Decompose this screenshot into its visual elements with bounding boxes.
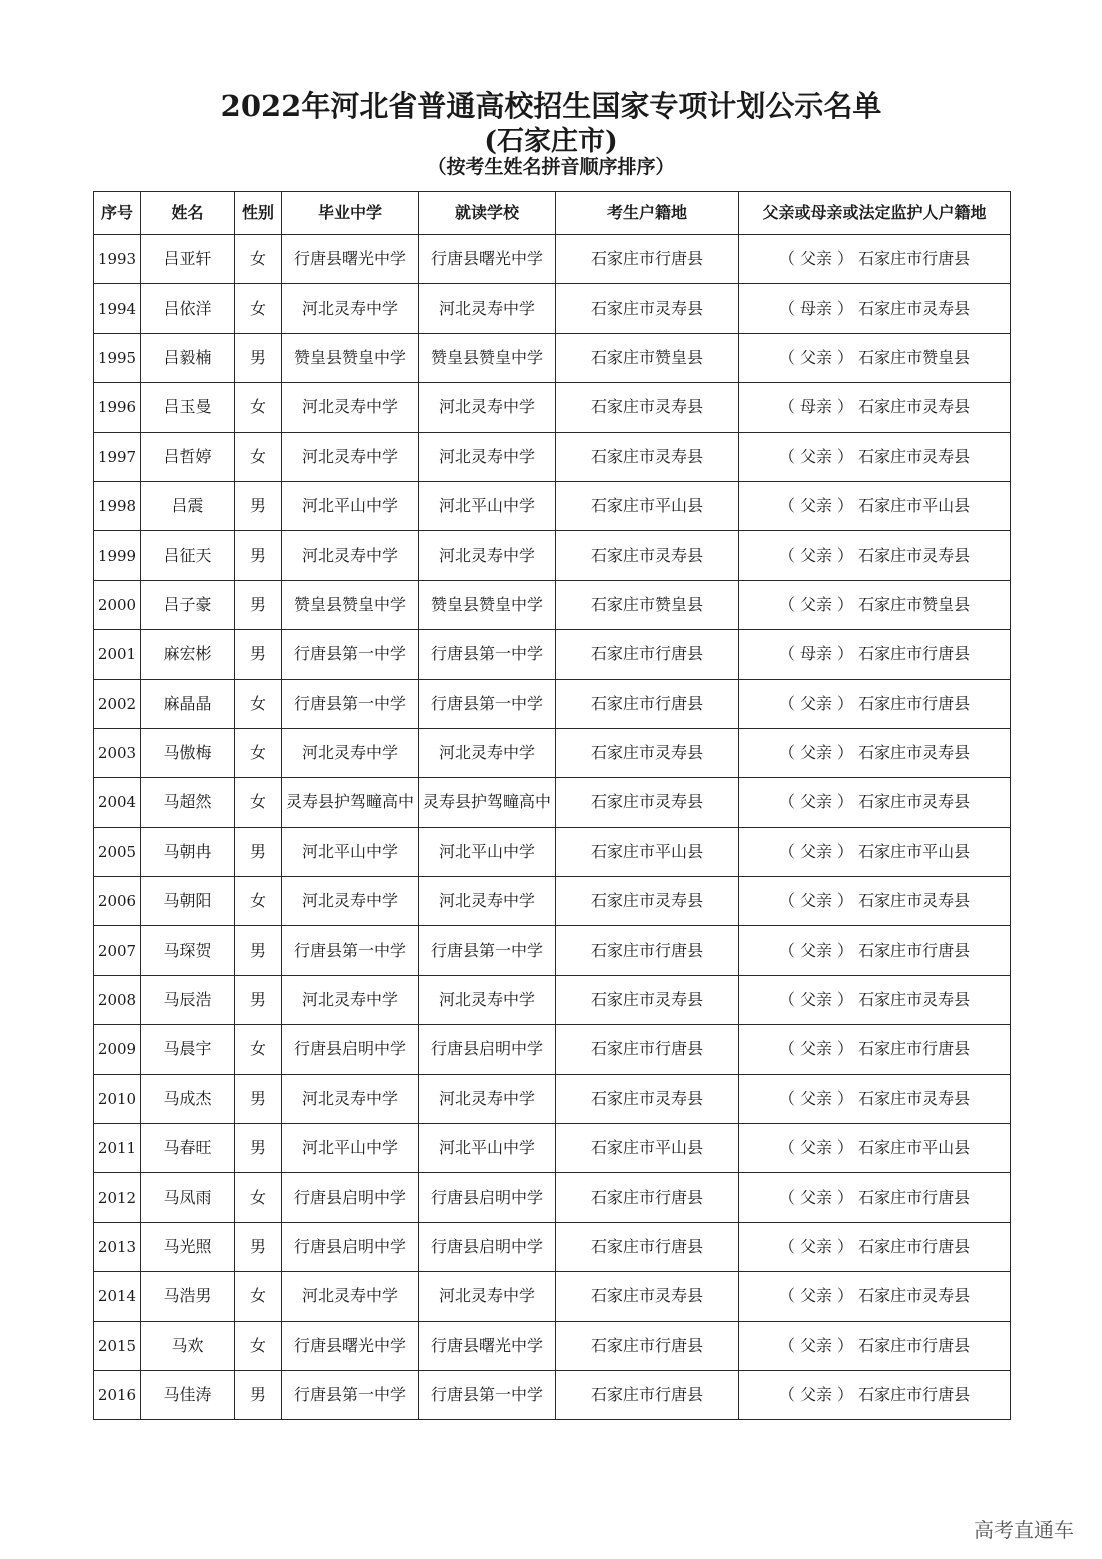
cell-name: 麻宏彬 (141, 630, 235, 679)
cell-graduation-school: 河北灵寿中学 (282, 531, 419, 580)
cell-current-school: 河北平山中学 (419, 827, 556, 876)
cell-name: 马辰浩 (141, 975, 235, 1024)
cell-gender: 女 (235, 877, 282, 926)
cell-gender: 女 (235, 778, 282, 827)
cell-guardian-hukou: （ 父亲 ） 石家庄市赞皇县 (739, 580, 1011, 629)
cell-current-school: 河北平山中学 (419, 1124, 556, 1173)
cell-name: 马春旺 (141, 1124, 235, 1173)
cell-name: 马朝阳 (141, 877, 235, 926)
table-row (94, 630, 1011, 679)
cell-guardian-hukou: （ 父亲 ） 石家庄市平山县 (739, 481, 1011, 530)
table-body (94, 235, 1011, 1420)
cell-seq: 1996 (94, 383, 141, 432)
table-row (94, 728, 1011, 777)
cell-graduation-school: 河北灵寿中学 (282, 383, 419, 432)
table-row (94, 432, 1011, 481)
cell-seq: 2014 (94, 1272, 141, 1321)
cell-guardian-hukou: （ 父亲 ） 石家庄市灵寿县 (739, 728, 1011, 777)
cell-hukou: 石家庄市平山县 (556, 827, 739, 876)
cell-gender: 男 (235, 1124, 282, 1173)
cell-current-school: 河北灵寿中学 (419, 383, 556, 432)
cell-graduation-school: 河北平山中学 (282, 1124, 419, 1173)
cell-name: 马光照 (141, 1222, 235, 1271)
cell-name: 马琛贺 (141, 926, 235, 975)
cell-gender: 女 (235, 1321, 282, 1370)
cell-name: 马浩男 (141, 1272, 235, 1321)
table-row (94, 926, 1011, 975)
cell-gender: 男 (235, 531, 282, 580)
cell-name: 吕哲婷 (141, 432, 235, 481)
cell-guardian-hukou: （ 父亲 ） 石家庄市灵寿县 (739, 531, 1011, 580)
cell-name: 马超然 (141, 778, 235, 827)
page-subtitle-city: (石家庄市) (484, 126, 618, 157)
cell-graduation-school: 行唐县启明中学 (282, 1173, 419, 1222)
cell-gender: 男 (235, 926, 282, 975)
cell-seq: 2001 (94, 630, 141, 679)
cell-gender: 女 (235, 235, 282, 284)
column-header-hukou: 考生户籍地 (556, 192, 739, 235)
cell-seq: 2016 (94, 1370, 141, 1419)
cell-seq: 2004 (94, 778, 141, 827)
cell-seq: 2007 (94, 926, 141, 975)
cell-hukou: 石家庄市灵寿县 (556, 778, 739, 827)
cell-gender: 男 (235, 1222, 282, 1271)
cell-current-school: 行唐县第一中学 (419, 679, 556, 728)
cell-hukou: 石家庄市行唐县 (556, 630, 739, 679)
table-row (94, 1074, 1011, 1123)
cell-hukou: 石家庄市行唐县 (556, 926, 739, 975)
cell-seq: 2012 (94, 1173, 141, 1222)
cell-graduation-school: 灵寿县护驾疃高中 (282, 778, 419, 827)
cell-graduation-school: 河北灵寿中学 (282, 432, 419, 481)
cell-name: 吕依洋 (141, 284, 235, 333)
cell-guardian-hukou: （ 父亲 ） 石家庄市行唐县 (739, 1222, 1011, 1271)
cell-graduation-school: 河北平山中学 (282, 827, 419, 876)
cell-current-school: 灵寿县护驾疃高中 (419, 778, 556, 827)
cell-seq: 1998 (94, 481, 141, 530)
cell-name: 吕亚轩 (141, 235, 235, 284)
table-row (94, 580, 1011, 629)
cell-current-school: 赞皇县赞皇中学 (419, 580, 556, 629)
cell-current-school: 河北灵寿中学 (419, 1272, 556, 1321)
table-row (94, 333, 1011, 382)
cell-graduation-school: 河北平山中学 (282, 481, 419, 530)
cell-hukou: 石家庄市行唐县 (556, 1222, 739, 1271)
cell-guardian-hukou: （ 父亲 ） 石家庄市灵寿县 (739, 975, 1011, 1024)
cell-graduation-school: 行唐县启明中学 (282, 1025, 419, 1074)
cell-graduation-school: 行唐县第一中学 (282, 926, 419, 975)
cell-graduation-school: 行唐县曙光中学 (282, 235, 419, 284)
cell-gender: 男 (235, 580, 282, 629)
cell-gender: 女 (235, 383, 282, 432)
cell-guardian-hukou: （ 母亲 ） 石家庄市灵寿县 (739, 383, 1011, 432)
page-title: 2022年河北省普通高校招生国家专项计划公示名单 (220, 89, 882, 123)
cell-graduation-school: 河北灵寿中学 (282, 284, 419, 333)
watermark-text: 高考直通车 (974, 1518, 1074, 1542)
cell-gender: 男 (235, 1074, 282, 1123)
cell-hukou: 石家庄市灵寿县 (556, 284, 739, 333)
cell-current-school: 河北灵寿中学 (419, 1074, 556, 1123)
cell-seq: 2002 (94, 679, 141, 728)
table-row (94, 1272, 1011, 1321)
cell-graduation-school: 河北灵寿中学 (282, 975, 419, 1024)
cell-hukou: 石家庄市灵寿县 (556, 531, 739, 580)
cell-graduation-school: 河北灵寿中学 (282, 877, 419, 926)
cell-seq: 2000 (94, 580, 141, 629)
cell-guardian-hukou: （ 父亲 ） 石家庄市赞皇县 (739, 333, 1011, 382)
cell-seq: 2010 (94, 1074, 141, 1123)
cell-graduation-school: 行唐县曙光中学 (282, 1321, 419, 1370)
cell-seq: 2013 (94, 1222, 141, 1271)
table-row (94, 778, 1011, 827)
cell-name: 马晨宇 (141, 1025, 235, 1074)
cell-hukou: 石家庄市灵寿县 (556, 383, 739, 432)
cell-current-school: 河北灵寿中学 (419, 877, 556, 926)
cell-gender: 男 (235, 1370, 282, 1419)
cell-seq: 1994 (94, 284, 141, 333)
cell-guardian-hukou: （ 父亲 ） 石家庄市行唐县 (739, 235, 1011, 284)
cell-current-school: 河北灵寿中学 (419, 531, 556, 580)
cell-gender: 女 (235, 1173, 282, 1222)
cell-current-school: 河北灵寿中学 (419, 432, 556, 481)
table-row (94, 235, 1011, 284)
cell-hukou: 石家庄市行唐县 (556, 1321, 739, 1370)
table-row (94, 1222, 1011, 1271)
cell-hukou: 石家庄市灵寿县 (556, 877, 739, 926)
cell-gender: 女 (235, 1025, 282, 1074)
cell-current-school: 行唐县第一中学 (419, 926, 556, 975)
cell-current-school: 行唐县第一中学 (419, 630, 556, 679)
cell-current-school: 行唐县启明中学 (419, 1025, 556, 1074)
cell-name: 吕毅楠 (141, 333, 235, 382)
cell-hukou: 石家庄市灵寿县 (556, 432, 739, 481)
cell-hukou: 石家庄市灵寿县 (556, 975, 739, 1024)
cell-seq: 1999 (94, 531, 141, 580)
table-row (94, 1173, 1011, 1222)
cell-seq: 1995 (94, 333, 141, 382)
cell-guardian-hukou: （ 父亲 ） 石家庄市平山县 (739, 827, 1011, 876)
cell-graduation-school: 河北灵寿中学 (282, 1074, 419, 1123)
cell-hukou: 石家庄市行唐县 (556, 235, 739, 284)
cell-graduation-school: 行唐县第一中学 (282, 630, 419, 679)
cell-name: 马凤雨 (141, 1173, 235, 1222)
cell-seq: 2008 (94, 975, 141, 1024)
cell-guardian-hukou: （ 父亲 ） 石家庄市行唐县 (739, 1370, 1011, 1419)
cell-name: 马朝冉 (141, 827, 235, 876)
cell-current-school: 行唐县启明中学 (419, 1173, 556, 1222)
cell-seq: 2009 (94, 1025, 141, 1074)
cell-hukou: 石家庄市行唐县 (556, 679, 739, 728)
table-row (94, 679, 1011, 728)
cell-gender: 男 (235, 333, 282, 382)
roster-table (93, 191, 1011, 1420)
cell-guardian-hukou: （ 父亲 ） 石家庄市灵寿县 (739, 778, 1011, 827)
cell-hukou: 石家庄市灵寿县 (556, 1074, 739, 1123)
cell-guardian-hukou: （ 父亲 ） 石家庄市平山县 (739, 1124, 1011, 1173)
column-header-gender: 性别 (235, 192, 282, 235)
table-row (94, 827, 1011, 876)
cell-graduation-school: 河北灵寿中学 (282, 1272, 419, 1321)
table-row (94, 975, 1011, 1024)
cell-guardian-hukou: （ 父亲 ） 石家庄市灵寿县 (739, 1074, 1011, 1123)
cell-hukou: 石家庄市赞皇县 (556, 333, 739, 382)
cell-gender: 女 (235, 1272, 282, 1321)
cell-graduation-school: 赞皇县赞皇中学 (282, 580, 419, 629)
cell-guardian-hukou: （ 父亲 ） 石家庄市灵寿县 (739, 1272, 1011, 1321)
column-header-name: 姓名 (141, 192, 235, 235)
table-row (94, 531, 1011, 580)
cell-hukou: 石家庄市平山县 (556, 1124, 739, 1173)
cell-hukou: 石家庄市行唐县 (556, 1025, 739, 1074)
cell-guardian-hukou: （ 父亲 ） 石家庄市灵寿县 (739, 877, 1011, 926)
cell-guardian-hukou: （ 父亲 ） 石家庄市行唐县 (739, 1321, 1011, 1370)
cell-gender: 女 (235, 679, 282, 728)
cell-hukou: 石家庄市灵寿县 (556, 728, 739, 777)
cell-hukou: 石家庄市赞皇县 (556, 580, 739, 629)
cell-gender: 女 (235, 728, 282, 777)
cell-seq: 2006 (94, 877, 141, 926)
cell-hukou: 石家庄市行唐县 (556, 1173, 739, 1222)
table-row (94, 1370, 1011, 1419)
cell-graduation-school: 行唐县第一中学 (282, 1370, 419, 1419)
cell-guardian-hukou: （ 父亲 ） 石家庄市灵寿县 (739, 432, 1011, 481)
cell-name: 马成杰 (141, 1074, 235, 1123)
cell-guardian-hukou: （ 父亲 ） 石家庄市行唐县 (739, 1025, 1011, 1074)
cell-current-school: 行唐县曙光中学 (419, 235, 556, 284)
cell-gender: 男 (235, 630, 282, 679)
cell-name: 马佳涛 (141, 1370, 235, 1419)
cell-graduation-school: 赞皇县赞皇中学 (282, 333, 419, 382)
cell-name: 马欢 (141, 1321, 235, 1370)
cell-hukou: 石家庄市行唐县 (556, 1370, 739, 1419)
cell-current-school: 行唐县启明中学 (419, 1222, 556, 1271)
table-row (94, 1025, 1011, 1074)
cell-graduation-school: 行唐县启明中学 (282, 1222, 419, 1271)
table-row (94, 284, 1011, 333)
cell-seq: 1993 (94, 235, 141, 284)
cell-guardian-hukou: （ 父亲 ） 石家庄市行唐县 (739, 926, 1011, 975)
cell-gender: 男 (235, 481, 282, 530)
cell-graduation-school: 河北灵寿中学 (282, 728, 419, 777)
cell-current-school: 行唐县曙光中学 (419, 1321, 556, 1370)
cell-name: 吕玉曼 (141, 383, 235, 432)
table-header-row (94, 192, 1011, 235)
cell-name: 麻晶晶 (141, 679, 235, 728)
column-header-seq: 序号 (94, 192, 141, 235)
cell-gender: 男 (235, 975, 282, 1024)
cell-guardian-hukou: （ 母亲 ） 石家庄市灵寿县 (739, 284, 1011, 333)
cell-name: 吕征天 (141, 531, 235, 580)
cell-seq: 1997 (94, 432, 141, 481)
cell-guardian-hukou: （ 母亲 ） 石家庄市行唐县 (739, 630, 1011, 679)
cell-current-school: 河北灵寿中学 (419, 284, 556, 333)
column-header-graduation-school: 毕业中学 (282, 192, 419, 235)
cell-seq: 2011 (94, 1124, 141, 1173)
cell-hukou: 石家庄市平山县 (556, 481, 739, 530)
table-row (94, 383, 1011, 432)
column-header-current-school: 就读学校 (419, 192, 556, 235)
cell-guardian-hukou: （ 父亲 ） 石家庄市行唐县 (739, 1173, 1011, 1222)
cell-seq: 2005 (94, 827, 141, 876)
cell-current-school: 赞皇县赞皇中学 (419, 333, 556, 382)
cell-current-school: 河北灵寿中学 (419, 975, 556, 1024)
cell-current-school: 河北灵寿中学 (419, 728, 556, 777)
cell-hukou: 石家庄市灵寿县 (556, 1272, 739, 1321)
cell-seq: 2015 (94, 1321, 141, 1370)
cell-current-school: 河北平山中学 (419, 481, 556, 530)
table-row (94, 481, 1011, 530)
cell-current-school: 行唐县第一中学 (419, 1370, 556, 1419)
cell-guardian-hukou: （ 父亲 ） 石家庄市行唐县 (739, 679, 1011, 728)
table-row (94, 877, 1011, 926)
cell-name: 吕子豪 (141, 580, 235, 629)
cell-gender: 女 (235, 284, 282, 333)
cell-gender: 女 (235, 432, 282, 481)
table-row (94, 1124, 1011, 1173)
cell-gender: 男 (235, 827, 282, 876)
column-header-guardian-hukou: 父亲或母亲或法定监护人户籍地 (739, 192, 1011, 235)
page-subtitle-sort-note: （按考生姓名拼音顺序排序） (427, 156, 675, 178)
table-row (94, 1321, 1011, 1370)
cell-graduation-school: 行唐县第一中学 (282, 679, 419, 728)
cell-name: 吕震 (141, 481, 235, 530)
cell-seq: 2003 (94, 728, 141, 777)
cell-name: 马傲梅 (141, 728, 235, 777)
